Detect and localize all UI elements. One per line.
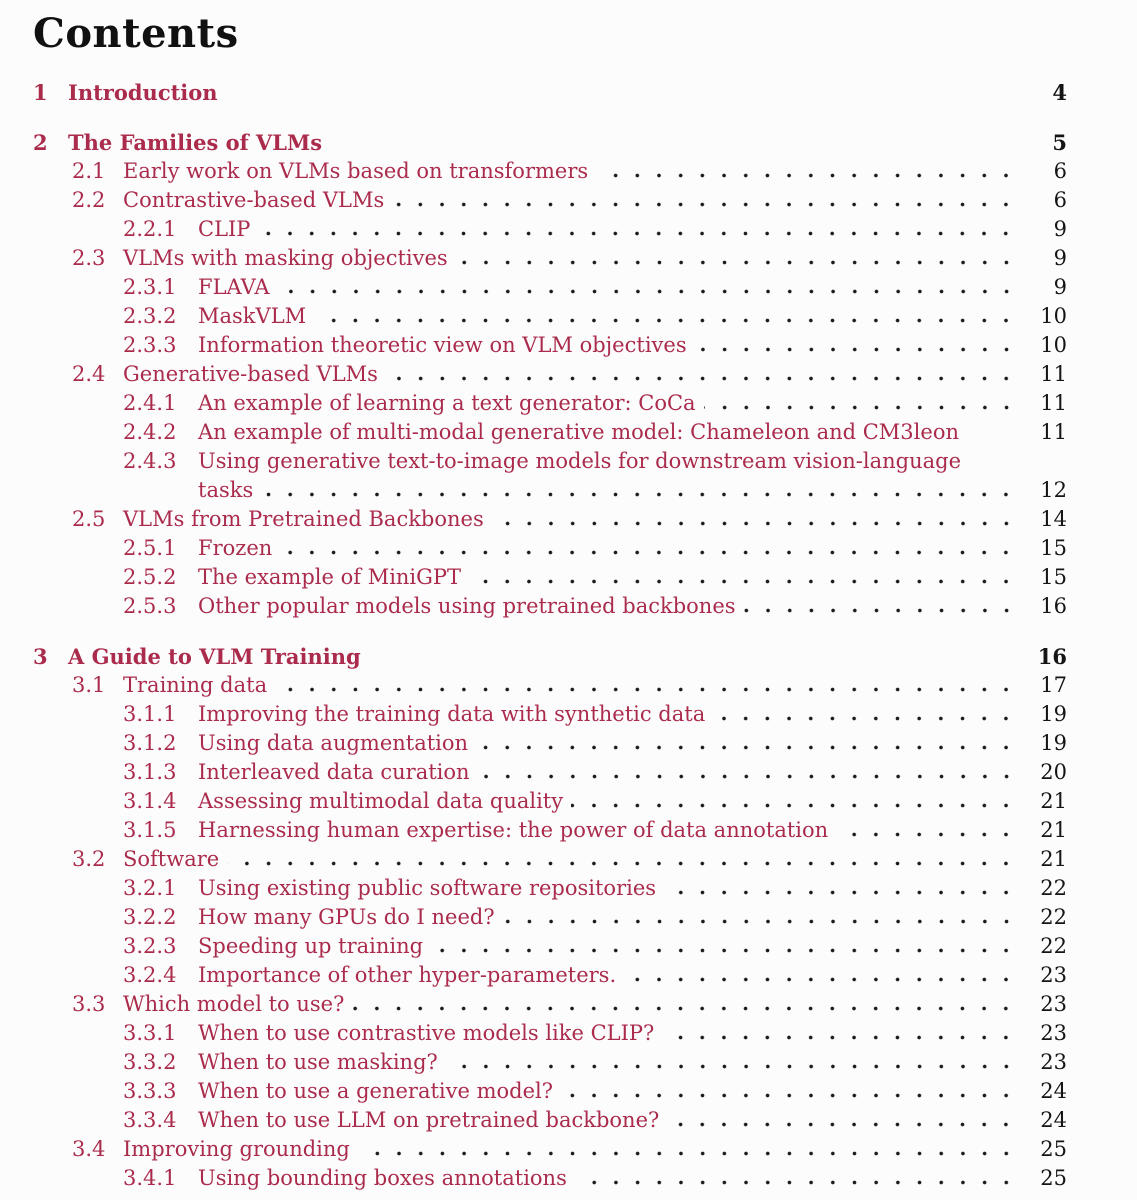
toc-entry-number: 1 — [33, 80, 48, 105]
toc-page-number: 11 — [1040, 420, 1067, 444]
toc-page-number: 25 — [1040, 1166, 1067, 1190]
toc-entry-number: 3 — [33, 644, 48, 669]
toc-entry-number: 3.1.2 — [123, 731, 177, 755]
dot-leader — [695, 347, 1017, 352]
dot-leader — [352, 1006, 1017, 1011]
toc-entry-number: 3.3.1 — [123, 1021, 177, 1045]
toc-entry-title: When to use contrastive models like CLIP? — [198, 1021, 655, 1045]
dot-leader — [492, 521, 1017, 526]
toc-entry-3[interactable] — [33, 642, 1067, 671]
toc-entry-title: Other popular models using pretrained backbones — [198, 594, 736, 618]
toc-page-number: 12 — [1040, 478, 1067, 502]
toc-entry-title: Using bounding boxes annotations — [198, 1166, 567, 1190]
toc-entry-3-1-4[interactable] — [33, 787, 1067, 816]
toc-page-number: 9 — [1053, 275, 1067, 299]
toc-page-number: 9 — [1053, 246, 1067, 270]
dot-leader — [330, 145, 1017, 150]
toc-page-number: 10 — [1040, 333, 1067, 357]
toc-entry-title: Harnessing human expertise: the power of data annotation — [198, 818, 829, 842]
toc-entry-2-3[interactable] — [33, 244, 1067, 273]
dot-leader — [836, 832, 1017, 837]
toc-entry-2-5-3[interactable] — [33, 592, 1067, 621]
toc-page-number: 11 — [1040, 362, 1067, 386]
toc-page-number: 22 — [1040, 876, 1067, 900]
toc-entry-title: Frozen — [198, 536, 273, 560]
toc-page-number: 23 — [1040, 992, 1067, 1016]
toc-page-number: 24 — [1040, 1108, 1067, 1132]
dot-leader — [967, 434, 1017, 439]
dot-leader — [667, 1122, 1017, 1127]
toc-entry-2-3-2[interactable] — [33, 302, 1067, 331]
toc-entry-3-1-2[interactable] — [33, 729, 1067, 758]
toc-page-number: 24 — [1040, 1079, 1067, 1103]
toc-page-number: 21 — [1040, 847, 1067, 871]
toc-entry-number: 3.3 — [72, 992, 106, 1016]
toc-entry-number: 2.2 — [72, 188, 106, 212]
toc-entry-number: 2.4.3 — [123, 449, 177, 473]
dot-leader — [227, 861, 1017, 866]
toc-entry-number: 3.2.2 — [123, 905, 177, 929]
toc-page-number: 5 — [1052, 130, 1067, 155]
toc-entry-title: MaskVLM — [198, 304, 307, 328]
toc-entry-3-3-2[interactable] — [33, 1048, 1067, 1077]
toc-entry-number: 2.3.2 — [123, 304, 177, 328]
toc-page-number: 23 — [1040, 1021, 1067, 1045]
toc-entry-3-3-4[interactable] — [33, 1106, 1067, 1135]
toc-page-number: 15 — [1040, 565, 1067, 589]
dot-leader — [258, 231, 1017, 236]
toc-entry-number: 3.3.3 — [123, 1079, 177, 1103]
toc-page-number: 23 — [1040, 1050, 1067, 1074]
dot-leader — [478, 774, 1017, 779]
toc-entry-title: VLMs with masking objectives — [123, 246, 448, 270]
toc-entry-number: 3.2.3 — [123, 934, 177, 958]
toc-entry-2-4-1[interactable] — [33, 389, 1067, 418]
dot-leader — [503, 919, 1017, 924]
toc-entry-number: 2.3 — [72, 246, 106, 270]
toc-entry-title: Using existing public software repositories — [198, 876, 657, 900]
dot-leader — [713, 716, 1017, 721]
dot-leader — [662, 1035, 1017, 1040]
toc-entry-title: Using generative text-to-image models for downstream vision-language — [198, 449, 962, 473]
toc-page-number: 6 — [1053, 159, 1067, 183]
toc-entry-title: Which model to use? — [123, 992, 345, 1016]
toc-entry-number: 3.1.3 — [123, 760, 177, 784]
toc-page-number: 4 — [1052, 80, 1067, 105]
toc-entry-title: Interleaved data curation — [198, 760, 470, 784]
dot-leader — [624, 977, 1017, 982]
toc-entry-2-4-3[interactable] — [33, 447, 1067, 505]
toc-entry-number: 2.4.1 — [123, 391, 177, 415]
toc-entry-number: 3.3.2 — [123, 1050, 177, 1074]
toc-entry-3-3-3[interactable] — [33, 1077, 1067, 1106]
toc-entry-title: How many GPUs do I need? — [198, 905, 495, 929]
toc-entry-number: 3.1.5 — [123, 818, 177, 842]
toc-entry-title: Introduction — [68, 80, 218, 105]
toc-entry-2-5[interactable] — [33, 505, 1067, 534]
toc-entry-number: 2.5.3 — [123, 594, 177, 618]
contents-title: Contents — [33, 10, 239, 57]
toc-entry-title: Training data — [123, 673, 268, 697]
toc-entry-number: 2.1 — [72, 159, 106, 183]
toc-entry-title: Contrastive-based VLMs — [123, 188, 385, 212]
dot-leader — [575, 1180, 1017, 1185]
toc-entry-2-2[interactable] — [33, 186, 1067, 215]
toc-page-number: 23 — [1040, 963, 1067, 987]
toc-entry-title: Using data augmentation — [198, 731, 469, 755]
toc-page-number: 17 — [1040, 673, 1067, 697]
toc-entry-3-2-1[interactable] — [33, 874, 1067, 903]
dot-leader — [431, 948, 1017, 953]
toc-entry-2[interactable] — [33, 128, 1067, 157]
toc-page-number: 9 — [1053, 217, 1067, 241]
toc-entry-3-4[interactable] — [33, 1135, 1067, 1164]
toc-entry-2-4-2[interactable] — [33, 418, 1067, 447]
toc-page-number: 11 — [1040, 391, 1067, 415]
toc-entry-2-5-2[interactable] — [33, 563, 1067, 592]
toc-entry-1[interactable] — [33, 78, 1067, 107]
toc-entry-title: Importance of other hyper-parameters. — [198, 963, 617, 987]
toc-entry-title: A Guide to VLM Training — [68, 644, 361, 669]
toc-entry-title: VLMs from Pretrained Backbones — [123, 507, 484, 531]
toc-entry-number: 3.2.1 — [123, 876, 177, 900]
toc-entry-2-3-3[interactable] — [33, 331, 1067, 360]
dot-leader — [704, 405, 1017, 410]
toc-entry-title: When to use a generative model? — [198, 1079, 554, 1103]
dot-leader — [561, 1093, 1017, 1098]
dot-leader — [314, 318, 1017, 323]
dot-leader — [278, 289, 1017, 294]
toc-page-number: 20 — [1040, 760, 1067, 784]
dot-leader — [571, 803, 1017, 808]
toc-entry-title: An example of learning a text generator: CoCa — [198, 391, 696, 415]
dot-leader — [261, 492, 1017, 497]
toc-page-number: 21 — [1040, 818, 1067, 842]
dot-leader — [664, 890, 1017, 895]
toc-entry-title: An example of multi-modal generative model: Chameleon and CM3leon — [198, 420, 959, 444]
toc-entry-number: 3.3.4 — [123, 1108, 177, 1132]
toc-entry-3-1-3[interactable] — [33, 758, 1067, 787]
toc-entry-number: 2.3.1 — [123, 275, 177, 299]
toc-entry-number: 3.1 — [72, 673, 106, 697]
toc-entry-title: Improving the training data with synthetic data — [198, 702, 706, 726]
toc-page-number: 15 — [1040, 536, 1067, 560]
toc-entry-number: 2.2.1 — [123, 217, 177, 241]
toc-page-number: 6 — [1053, 188, 1067, 212]
dot-leader — [469, 579, 1017, 584]
toc-entry-2-1[interactable] — [33, 157, 1067, 186]
toc-page-number: 19 — [1040, 702, 1067, 726]
dot-leader — [446, 1064, 1017, 1069]
toc-page-number: 21 — [1040, 789, 1067, 813]
toc-entry-3-3-1[interactable] — [33, 1019, 1067, 1048]
toc-entry-3-2[interactable] — [33, 845, 1067, 874]
toc-entry-title: Generative-based VLMs — [123, 362, 378, 386]
toc-entry-number: 2.5 — [72, 507, 106, 531]
toc-entry-2-3-1[interactable] — [33, 273, 1067, 302]
toc-entry-title: Information theoretic view on VLM objectives — [198, 333, 687, 357]
toc-entry-title: Assessing multimodal data quality — [198, 789, 564, 813]
toc-entry-number: 3.1.1 — [123, 702, 177, 726]
toc-page-number: 14 — [1040, 507, 1067, 531]
toc-entry-2-2-1[interactable] — [33, 215, 1067, 244]
toc-entry-number: 3.1.4 — [123, 789, 177, 813]
dot-leader — [369, 659, 1017, 664]
toc-entry-title: Improving grounding — [123, 1137, 350, 1161]
dot-leader — [386, 376, 1017, 381]
toc-page-number: 16 — [1037, 644, 1067, 669]
toc-entry-number: 3.2.4 — [123, 963, 177, 987]
dot-leader — [280, 550, 1017, 555]
toc-entry-number: 3.4 — [72, 1137, 106, 1161]
toc-page-number: 19 — [1040, 731, 1067, 755]
toc-entry-title: Early work on VLMs based on transformers — [123, 159, 589, 183]
dot-leader — [358, 1151, 1017, 1156]
toc-entry-3-4-1[interactable] — [33, 1164, 1067, 1193]
toc-entry-title: FLAVA — [198, 275, 270, 299]
dot-leader — [456, 260, 1017, 265]
toc-entry-title: Speeding up training — [198, 934, 424, 958]
toc-entry-number: 2 — [33, 130, 48, 155]
toc-entry-title: The example of MiniGPT — [198, 565, 462, 589]
toc-entry-3-3[interactable] — [33, 990, 1067, 1019]
toc-entry-number: 2.4.2 — [123, 420, 177, 444]
toc-entry-title: When to use masking? — [198, 1050, 438, 1074]
toc-entry-number: 2.4 — [72, 362, 106, 386]
toc-entry-3-1[interactable] — [33, 671, 1067, 700]
toc-entry-number: 2.5.2 — [123, 565, 177, 589]
toc-page-number: 22 — [1040, 934, 1067, 958]
toc-entry-3-2-4[interactable] — [33, 961, 1067, 990]
toc-entry-number: 2.5.1 — [123, 536, 177, 560]
toc-entry-title: Software — [123, 847, 220, 871]
toc-entry-title: CLIP — [198, 217, 251, 241]
toc-page-number: 10 — [1040, 304, 1067, 328]
toc-entry-3-1-5[interactable] — [33, 816, 1067, 845]
dot-leader — [392, 202, 1017, 207]
toc-entry-3-1-1[interactable] — [33, 700, 1067, 729]
toc-page-number: 22 — [1040, 905, 1067, 929]
toc-entry-2-5-1[interactable] — [33, 534, 1067, 563]
toc-entry-title: tasks — [198, 478, 254, 502]
dot-leader — [275, 687, 1017, 692]
toc-entry-3-2-2[interactable] — [33, 903, 1067, 932]
dot-leader — [476, 745, 1017, 750]
toc-entry-title: The Families of VLMs — [68, 130, 323, 155]
toc-entry-number: 2.3.3 — [123, 333, 177, 357]
toc-entry-title: When to use LLM on pretrained backbone? — [198, 1108, 660, 1132]
dot-leader — [744, 608, 1017, 613]
dot-leader — [596, 173, 1017, 178]
toc-page-number: 25 — [1040, 1137, 1067, 1161]
toc-entry-2-4[interactable] — [33, 360, 1067, 389]
table-of-contents — [33, 78, 1067, 1193]
toc-entry-3-2-3[interactable] — [33, 932, 1067, 961]
toc-page-number: 16 — [1040, 594, 1067, 618]
dot-leader — [226, 95, 1017, 100]
toc-entry-number: 3.2 — [72, 847, 106, 871]
toc-entry-number: 3.4.1 — [123, 1166, 177, 1190]
